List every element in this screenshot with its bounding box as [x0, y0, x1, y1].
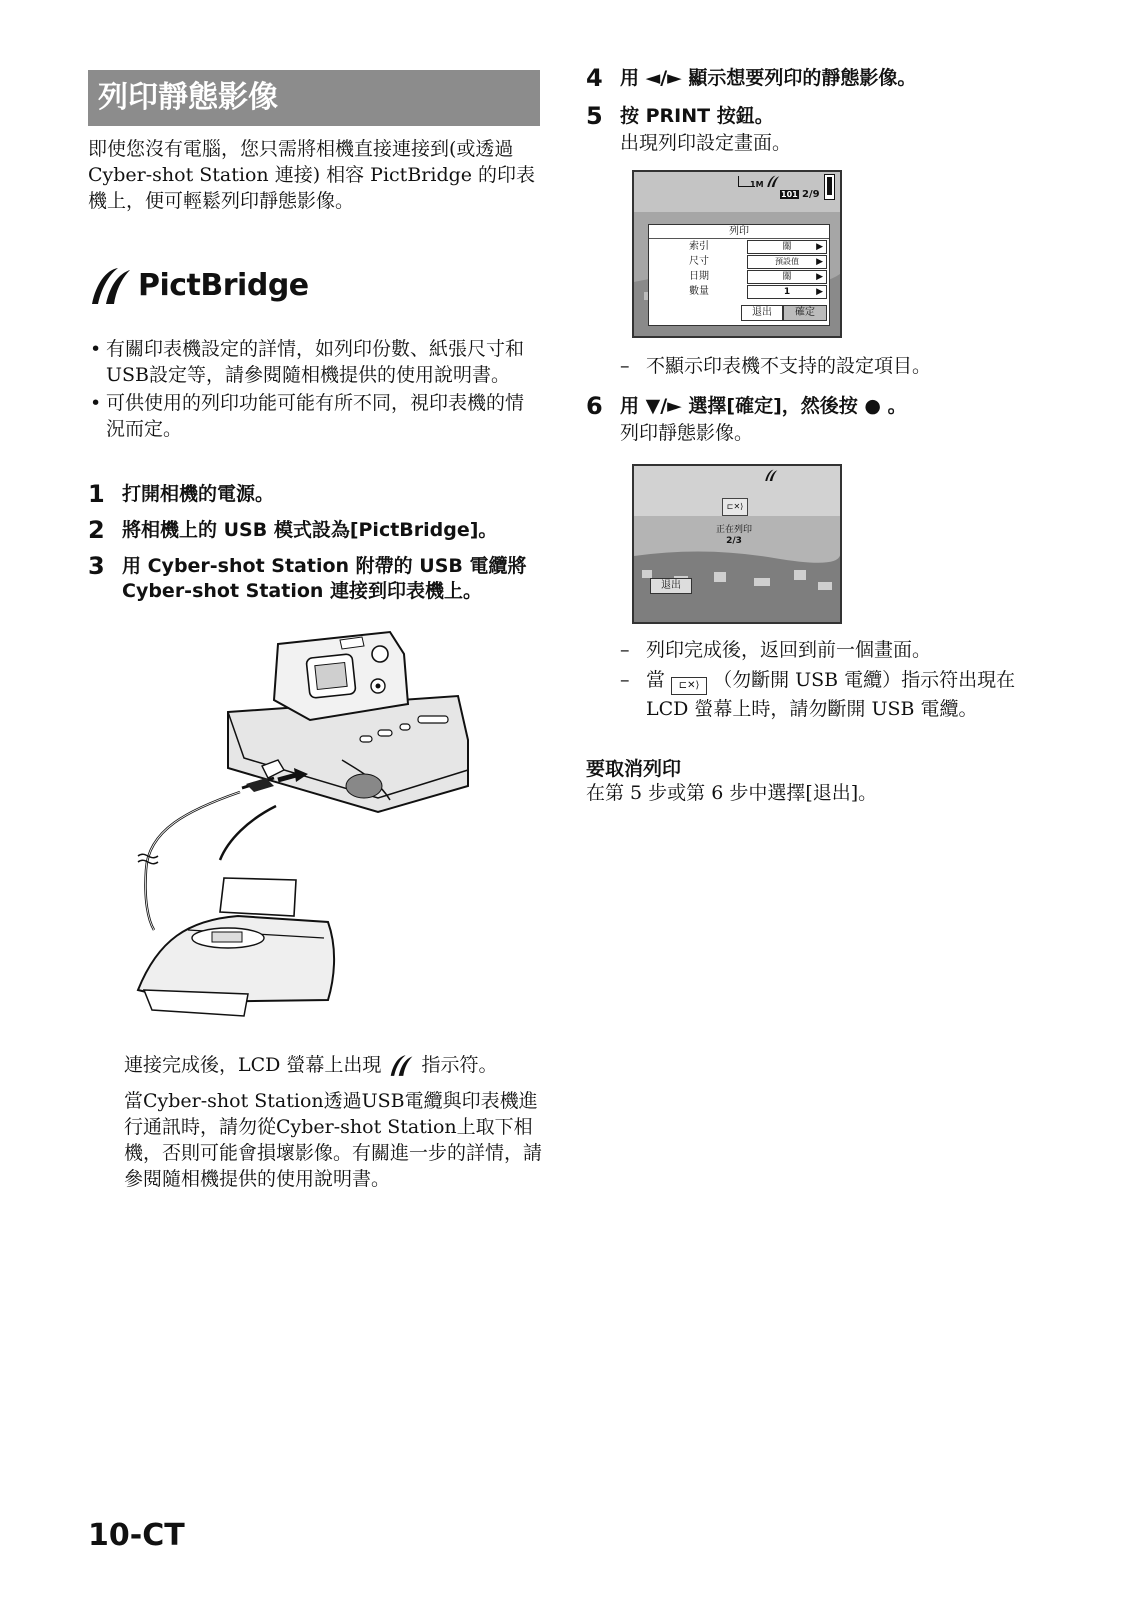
battery-icon [824, 174, 835, 200]
step-number: 4 [586, 64, 603, 92]
step-2 [88, 518, 540, 543]
step6-sub: 列印靜態影像。 [620, 422, 754, 444]
exit-button[interactable]: 退出 [650, 578, 692, 594]
section-title: 列印靜態影像 [88, 70, 540, 126]
step-text: 用 ▼/► 選擇[確定]，然後按 ● 。 [620, 395, 907, 417]
lcd-printing [632, 464, 842, 624]
step-text: 打開相機的電源。 [122, 483, 275, 505]
print-menu-title: 列印 [729, 226, 749, 237]
step-text: 將相機上的 USB 模式設為[PictBridge]。 [122, 519, 498, 541]
printing-progress: 2/3 [726, 536, 742, 546]
step-number: 3 [88, 552, 105, 580]
usb-do-not-disconnect-icon: ⊏✕⟩ [671, 677, 707, 695]
step5-sub: 出現列印設定畫面。 [620, 132, 792, 154]
pictbridge-wordmark: PictBridge [138, 267, 309, 303]
step-text: 用 ◄/► 顯示想要列印的靜態影像。 [620, 67, 917, 89]
page-number: 10-CT [88, 1518, 185, 1553]
step-text: 用 Cyber-shot Station 附帶的 USB 電纜將 Cyber-shot Station 連接到印表機上。 [122, 555, 527, 602]
menu-row-label: 尺寸 [689, 256, 709, 267]
note-step6-1: – 列印完成後，返回到前一個畫面。 [620, 639, 932, 661]
printing-status: 正在列印 [715, 525, 752, 535]
exit-button[interactable]: 退出 [741, 305, 783, 321]
step-1 [88, 482, 540, 507]
step-3 [88, 554, 540, 604]
menu-row-label: 數量 [689, 286, 709, 297]
menu-row-label: 日期 [689, 271, 709, 282]
pictbridge-icon [387, 1053, 415, 1077]
after-connect-note [124, 1052, 544, 1078]
after-connect-text-end: 指示符。 [421, 1054, 498, 1076]
lcd-print-settings [632, 170, 842, 338]
notes-list [88, 336, 540, 444]
step-4 [586, 66, 1046, 91]
ok-button[interactable]: 確定 [783, 305, 827, 321]
pictbridge-icon [88, 264, 132, 306]
cancel-body: 在第 5 步或第 6 步中選擇[退出]。 [586, 782, 878, 804]
menu-row-value[interactable]: 1 ▶ [747, 285, 827, 299]
menu-row-value[interactable]: 關 ▶ [747, 270, 827, 284]
pictbridge-logo [88, 262, 309, 308]
menu-row-value[interactable]: 關 ▶ [747, 240, 827, 254]
usb-do-not-disconnect-icon: ⊏✕⟩ [722, 498, 748, 516]
cancel-heading: 要取消列印 [586, 758, 682, 780]
note-item: • 可供使用的列印功能可能有所不同，視印表機的情況而定。 [88, 390, 540, 442]
step-number: 2 [88, 516, 105, 544]
note-step5: – 不顯示印表機不支持的設定項目。 [620, 355, 932, 377]
step-number: 1 [88, 480, 105, 508]
image-size-text: 1M [750, 180, 764, 189]
caution-paragraph: 當Cyber-shot Station透過USB電纜與印表機進行通訊時，請勿從Cyber-shot Station上取下相機，否則可能會損壞影像。有關進一步的詳情，請參閱隨相機提供的使用說明書。 [124, 1090, 543, 1190]
note-item: • 有關印表機設定的詳情，如列印份數、紙張尺寸和USB設定等，請參閱隨相機提供的使用說明書。 [88, 336, 540, 388]
step-5 [586, 104, 1046, 129]
note-step6-2: – 當 ⊏✕⟩ （勿斷開 USB 電纜）指示符出現在 LCD 螢幕上時，請勿斷開 USB 電纜。 [620, 669, 1016, 720]
folder-number: 101 [781, 190, 798, 199]
pictbridge-icon [764, 468, 778, 482]
connection-illustration [128, 630, 480, 1032]
step-6 [586, 394, 1046, 419]
menu-row-value[interactable]: 預設值 ▶ [747, 255, 827, 269]
step-text: 按 PRINT 按鈕。 [620, 105, 774, 127]
print-menu-panel [648, 224, 830, 326]
pictbridge-icon [766, 174, 780, 188]
step-number: 5 [586, 102, 603, 130]
step-number: 6 [586, 392, 603, 420]
after-connect-text: 連接完成後，LCD 螢幕上出現 [124, 1054, 382, 1076]
image-counter: 2/9 [802, 189, 820, 200]
intro-paragraph: 即使您沒有電腦，您只需將相機直接連接到(或透過 Cyber-shot Station 連接) 相容 PictBridge 的印表機上，便可輕鬆列印靜態影像。 [88, 138, 536, 212]
menu-row-label: 索引 [689, 241, 709, 252]
